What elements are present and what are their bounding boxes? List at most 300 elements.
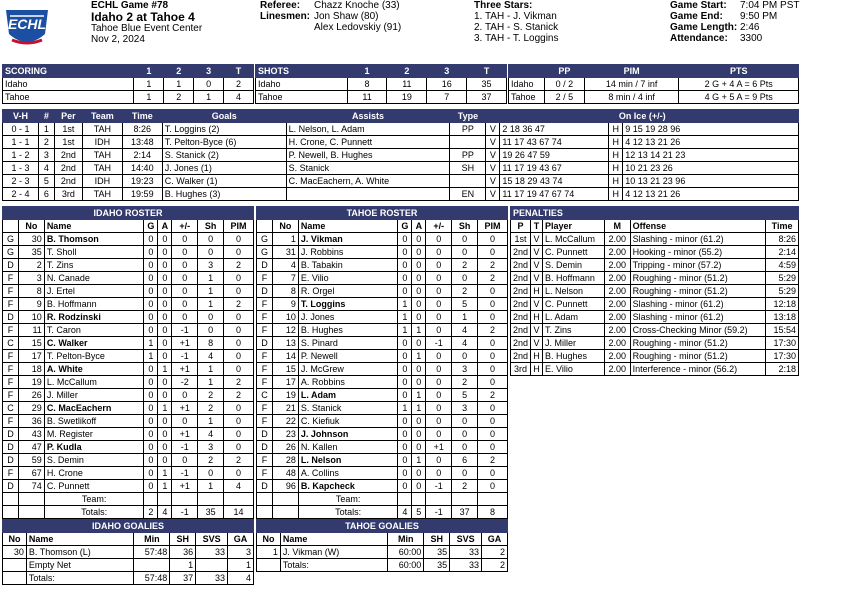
goal-period: 1st <box>54 123 82 136</box>
player-plus-minus: +1 <box>172 480 198 493</box>
player-shots: 3 <box>452 402 478 415</box>
visitor-label: V <box>486 188 500 201</box>
player-pim: 0 <box>478 480 508 493</box>
player-pim: 2 <box>224 298 254 311</box>
player-name: C. Kiefiuk <box>298 415 398 428</box>
cell <box>257 506 273 519</box>
penalty-player: L. McCallum <box>543 233 605 246</box>
player-goals: 0 <box>398 246 412 259</box>
player-number: 26 <box>272 441 298 454</box>
player-number: 9 <box>18 298 44 311</box>
penalty-row <box>511 363 799 376</box>
shots-col: 2 <box>387 65 427 78</box>
player-plus-minus: 0 <box>426 363 452 376</box>
goal-time: 2:14 <box>122 149 162 162</box>
player-shots: 0 <box>198 311 224 324</box>
player-position: F <box>257 363 273 376</box>
penalty-offense: Roughing - minor (51.2) <box>630 272 765 285</box>
echl-logo <box>2 2 52 52</box>
player-shots: 1 <box>198 415 224 428</box>
player-number: 9 <box>272 298 298 311</box>
player-number: 31 <box>272 246 298 259</box>
totals-label: Totals: <box>280 559 387 572</box>
col-svs: SVS <box>450 533 482 546</box>
player-shots: 1 <box>198 285 224 298</box>
roster-row <box>3 285 254 298</box>
player-pim: 0 <box>224 233 254 246</box>
player-name: B. Swetlikoff <box>44 415 144 428</box>
roster-row <box>257 376 508 389</box>
roster-row <box>257 363 508 376</box>
player-pim: 0 <box>224 467 254 480</box>
player-pim: 0 <box>224 272 254 285</box>
col-g: G <box>144 220 158 233</box>
player-name: N. Canade <box>44 272 144 285</box>
penalty-row <box>511 350 799 363</box>
col-a: A <box>412 220 426 233</box>
player-name: B. Tabakin <box>298 259 398 272</box>
goal-period: 2nd <box>54 149 82 162</box>
total-shots: 35 <box>424 559 450 572</box>
player-pim: 2 <box>478 272 508 285</box>
roster-row <box>3 454 254 467</box>
player-assists: 0 <box>412 246 426 259</box>
roster-row <box>257 467 508 480</box>
player-shots: 8 <box>198 337 224 350</box>
goal-team: TAH <box>82 149 122 162</box>
player-assists: 0 <box>158 389 172 402</box>
scoring-col: 1 <box>134 65 164 78</box>
goalie-goals-against: 1 <box>228 559 254 572</box>
player-assists: 0 <box>158 415 172 428</box>
goalie-number: 30 <box>3 546 27 559</box>
player-plus-minus: 0 <box>172 285 198 298</box>
penalty-row <box>511 298 799 311</box>
home-label: H <box>609 136 623 149</box>
goal-time: 14:40 <box>122 162 162 175</box>
penalty-period: 2nd <box>511 246 531 259</box>
player-plus-minus: 0 <box>426 233 452 246</box>
player-position: F <box>257 298 273 311</box>
player-pim: 0 <box>224 285 254 298</box>
player-name: E. Vilio <box>298 272 398 285</box>
roster-row <box>3 324 254 337</box>
player-position: F <box>3 285 19 298</box>
pp-value: 0 / 2 <box>544 78 584 91</box>
roster-row <box>3 415 254 428</box>
player-pim: 2 <box>478 324 508 337</box>
penalty-period: 2nd <box>511 272 531 285</box>
pim-value: 8 min / 4 inf <box>584 91 679 104</box>
penalty-period: 2nd <box>511 337 531 350</box>
goalie-minutes: 57:48 <box>134 546 170 559</box>
player-shots: 4 <box>452 324 478 337</box>
goal-scorer: B. Hughes (3) <box>162 188 286 201</box>
player-name: S. Demin <box>44 454 144 467</box>
player-goals: 0 <box>144 415 158 428</box>
tahoe-roster-table <box>256 206 508 519</box>
cell: 1 <box>164 78 194 91</box>
roster-row <box>257 298 508 311</box>
home-label: H <box>609 162 623 175</box>
cell <box>172 493 198 506</box>
penalty-team: H <box>531 285 543 298</box>
player-goals: 0 <box>398 363 412 376</box>
penalty-time: 2:18 <box>766 363 799 376</box>
goalie-saves: 33 <box>196 546 228 559</box>
player-assists: 1 <box>158 467 172 480</box>
goalie-saves <box>196 559 228 572</box>
player-goals: 1 <box>398 324 412 337</box>
team-label: Team: <box>298 493 398 506</box>
player-goals: 0 <box>398 467 412 480</box>
col-name: Name <box>280 533 387 546</box>
goal-row <box>3 123 799 136</box>
player-goals: 0 <box>144 298 158 311</box>
player-assists: 0 <box>158 298 172 311</box>
cell: 8 <box>347 78 387 91</box>
penalty-minutes: 2.00 <box>604 298 630 311</box>
goalie-goals-against: 3 <box>228 546 254 559</box>
goal-time: 8:26 <box>122 123 162 136</box>
player-pim: 0 <box>478 350 508 363</box>
end-label: Game End: <box>670 11 723 22</box>
player-number: 14 <box>272 350 298 363</box>
player-goals: 1 <box>398 298 412 311</box>
goal-row <box>3 175 799 188</box>
player-plus-minus: 0 <box>426 389 452 402</box>
penalty-player: B. Hoffmann <box>543 272 605 285</box>
col-svs: SVS <box>196 533 228 546</box>
player-plus-minus: -1 <box>172 441 198 454</box>
player-name: J. Miller <box>44 389 144 402</box>
player-pim: 0 <box>478 363 508 376</box>
player-position: G <box>3 246 19 259</box>
player-position: F <box>3 272 19 285</box>
player-position: D <box>257 259 273 272</box>
goals-col-team: Team <box>82 110 122 123</box>
player-plus-minus: -1 <box>426 480 452 493</box>
player-assists: 0 <box>412 311 426 324</box>
player-position: F <box>257 467 273 480</box>
visitor-on-ice: 11 17 19 47 67 74 <box>500 188 609 201</box>
col-no: No <box>257 533 281 546</box>
player-pim: 0 <box>224 246 254 259</box>
goal-time: 19:23 <box>122 175 162 188</box>
player-pim: 0 <box>224 324 254 337</box>
roster-row <box>3 337 254 350</box>
player-name: B. Kapcheck <box>298 480 398 493</box>
penalty-offense: Hooking - minor (55.2) <box>630 246 765 259</box>
penalty-player: E. Vilio <box>543 363 605 376</box>
player-number: 3 <box>18 272 44 285</box>
goal-score: 0 - 1 <box>3 123 39 136</box>
penalty-time: 5:29 <box>766 285 799 298</box>
home-on-ice: 4 12 13 21 26 <box>623 136 799 149</box>
player-plus-minus: +1 <box>172 363 198 376</box>
player-shots: 1 <box>452 311 478 324</box>
star-2: 2. TAH - S. Stanick <box>474 22 559 33</box>
player-shots: 1 <box>198 376 224 389</box>
roster-row <box>3 272 254 285</box>
player-assists: 0 <box>412 259 426 272</box>
player-shots: 4 <box>452 337 478 350</box>
player-position: F <box>3 467 19 480</box>
player-number: 11 <box>18 324 44 337</box>
home-label: H <box>609 175 623 188</box>
player-shots: 0 <box>452 415 478 428</box>
cell <box>257 559 281 572</box>
player-plus-minus: -2 <box>172 376 198 389</box>
player-shots: 1 <box>198 272 224 285</box>
goal-period: 3rd <box>54 188 82 201</box>
player-shots: 4 <box>198 350 224 363</box>
player-name: T. Sholl <box>44 246 144 259</box>
pim-value: 14 min / 7 inf <box>584 78 679 91</box>
player-shots: 0 <box>452 233 478 246</box>
penalties-title: PENALTIES <box>511 207 799 220</box>
visitor-on-ice: 15 18 29 43 74 <box>500 175 609 188</box>
player-position: C <box>3 337 19 350</box>
player-pim: 2 <box>478 389 508 402</box>
penalty-offense: Cross-Checking Minor (59.2) <box>630 324 765 337</box>
penalty-row <box>511 259 799 272</box>
player-plus-minus: -1 <box>426 337 452 350</box>
player-position: D <box>3 454 19 467</box>
player-number: 36 <box>18 415 44 428</box>
penalty-minutes: 2.00 <box>604 272 630 285</box>
player-shots: 1 <box>198 298 224 311</box>
player-name: J. Ertel <box>44 285 144 298</box>
player-name: T. Zins <box>44 259 144 272</box>
player-pim: 0 <box>478 415 508 428</box>
goalie-number: 1 <box>257 546 281 559</box>
cell: 1 <box>194 91 224 104</box>
player-name: H. Crone <box>44 467 144 480</box>
player-position: F <box>3 324 19 337</box>
penalty-time: 8:26 <box>766 233 799 246</box>
cell <box>3 506 19 519</box>
player-assists: 0 <box>158 337 172 350</box>
penalty-period: 2nd <box>511 298 531 311</box>
player-number: 59 <box>18 454 44 467</box>
player-name: L. Adam <box>298 389 398 402</box>
tahoe-goalies-table <box>256 519 508 572</box>
team-name: Tahoe <box>509 91 545 104</box>
cell: 1 <box>134 91 164 104</box>
goal-scorer: T. Loggins (2) <box>162 123 286 136</box>
col-name: Name <box>298 220 398 233</box>
player-assists: 0 <box>158 259 172 272</box>
player-number: 74 <box>18 480 44 493</box>
player-goals: 1 <box>398 311 412 324</box>
team-label: Team: <box>44 493 144 506</box>
player-plus-minus: +1 <box>172 402 198 415</box>
home-on-ice: 10 21 23 26 <box>623 162 799 175</box>
cell <box>412 493 426 506</box>
player-pim: 0 <box>224 402 254 415</box>
player-position: D <box>257 285 273 298</box>
player-position: F <box>257 454 273 467</box>
col-no: No <box>3 533 27 546</box>
venue: Tahoe Blue Event Center <box>91 23 203 34</box>
player-plus-minus: 0 <box>172 415 198 428</box>
col-pm: +/- <box>426 220 452 233</box>
player-position: F <box>257 415 273 428</box>
goal-assists: C. MacEachern, A. White <box>286 175 450 188</box>
roster-row <box>3 480 254 493</box>
roster-row <box>257 324 508 337</box>
roster-row <box>3 298 254 311</box>
goalie-name: B. Thomson (L) <box>26 546 133 559</box>
penalty-team: V <box>531 324 543 337</box>
cell: 11 <box>347 91 387 104</box>
cell <box>478 493 508 506</box>
player-pim: 0 <box>224 363 254 376</box>
player-assists: 1 <box>158 480 172 493</box>
player-goals: 0 <box>398 441 412 454</box>
penalty-player: C. Punnett <box>543 246 605 259</box>
scoring-col: T <box>224 65 254 78</box>
player-number: 19 <box>272 389 298 402</box>
player-pim: 0 <box>224 350 254 363</box>
team-name: Idaho <box>3 78 134 91</box>
penalty-period: 2nd <box>511 311 531 324</box>
player-assists: 0 <box>158 233 172 246</box>
player-position: D <box>3 428 19 441</box>
team-name: Idaho <box>509 78 545 91</box>
matchup: Idaho 2 at Tahoe 4 <box>91 10 195 24</box>
player-number: 29 <box>18 402 44 415</box>
player-pim: 0 <box>478 337 508 350</box>
player-number: 43 <box>18 428 44 441</box>
col-sh: Sh <box>452 220 478 233</box>
visitor-on-ice: 11 17 19 43 67 <box>500 162 609 175</box>
cell: 4 <box>224 91 254 104</box>
player-plus-minus: 0 <box>426 350 452 363</box>
player-goals: 0 <box>398 350 412 363</box>
player-plus-minus: 0 <box>426 415 452 428</box>
home-on-ice: 12 13 14 21 23 <box>623 149 799 162</box>
player-pim: 0 <box>478 467 508 480</box>
cell <box>3 572 27 585</box>
player-name: R. Orgel <box>298 285 398 298</box>
goalie-name: Empty Net <box>26 559 133 572</box>
roster-row <box>257 402 508 415</box>
player-assists: 1 <box>412 350 426 363</box>
player-number: 15 <box>18 337 44 350</box>
cell <box>452 493 478 506</box>
player-goals: 0 <box>398 415 412 428</box>
player-goals: 0 <box>144 402 158 415</box>
goal-score: 1 - 2 <box>3 149 39 162</box>
goal-period: 1st <box>54 136 82 149</box>
visitor-on-ice: 2 18 36 47 <box>500 123 609 136</box>
roster-row <box>3 376 254 389</box>
player-goals: 0 <box>144 324 158 337</box>
player-goals: 0 <box>144 428 158 441</box>
totals-row <box>257 506 508 519</box>
three-stars <box>474 0 559 44</box>
goal-type <box>450 175 486 188</box>
col-sh: Sh <box>198 220 224 233</box>
table-row <box>3 91 254 104</box>
star-1: 1. TAH - J. Vikman <box>474 11 557 22</box>
visitor-label: V <box>486 123 500 136</box>
player-position: G <box>3 233 19 246</box>
goal-type: PP <box>450 149 486 162</box>
star-3: 3. TAH - T. Loggins <box>474 33 559 44</box>
col-sh: SH <box>170 533 196 546</box>
table-row <box>256 91 507 104</box>
player-assists: 0 <box>158 246 172 259</box>
player-plus-minus: 0 <box>426 285 452 298</box>
goalie-number <box>3 559 27 572</box>
player-position: D <box>3 259 19 272</box>
player-number: 13 <box>272 337 298 350</box>
penalty-row <box>511 337 799 350</box>
goal-score: 1 - 3 <box>3 162 39 175</box>
home-label: H <box>609 188 623 201</box>
player-number: 19 <box>18 376 44 389</box>
player-shots: 0 <box>198 246 224 259</box>
player-goals: 0 <box>144 389 158 402</box>
roster-row <box>257 311 508 324</box>
player-assists: 1 <box>412 454 426 467</box>
player-goals: 0 <box>398 259 412 272</box>
player-pim: 2 <box>478 259 508 272</box>
player-assists: 1 <box>158 363 172 376</box>
roster-row <box>3 389 254 402</box>
player-goals: 0 <box>398 389 412 402</box>
player-name: J. Robbins <box>298 246 398 259</box>
goal-row <box>3 188 799 201</box>
penalty-player: B. Hughes <box>543 350 605 363</box>
roster-row <box>3 441 254 454</box>
goals-col-num: # <box>38 110 54 123</box>
goalie-row <box>257 546 508 559</box>
goalie-shots: 36 <box>170 546 196 559</box>
player-name: P. Kudla <box>44 441 144 454</box>
player-position: F <box>257 376 273 389</box>
roster-row <box>3 428 254 441</box>
goal-team: IDH <box>82 175 122 188</box>
goal-team: TAH <box>82 188 122 201</box>
goal-score: 2 - 4 <box>3 188 39 201</box>
visitor-label: V <box>486 136 500 149</box>
player-number: 12 <box>272 324 298 337</box>
roster-row <box>3 246 254 259</box>
total-saves: 33 <box>196 572 228 585</box>
penalty-row <box>511 324 799 337</box>
goals-col-onice: On Ice (+/-) <box>486 110 799 123</box>
visitor-label: V <box>486 175 500 188</box>
player-pim: 2 <box>224 376 254 389</box>
home-on-ice: 10 13 21 23 96 <box>623 175 799 188</box>
penalty-player: C. Punnett <box>543 298 605 311</box>
player-name: J. Vikman <box>298 233 398 246</box>
player-assists: 0 <box>412 428 426 441</box>
player-number: 47 <box>18 441 44 454</box>
penalty-minutes: 2.00 <box>604 233 630 246</box>
player-plus-minus: 0 <box>172 272 198 285</box>
player-position: D <box>3 441 19 454</box>
penalty-time: 17:30 <box>766 350 799 363</box>
player-assists: 1 <box>158 402 172 415</box>
col-player: Player <box>543 220 605 233</box>
player-assists: 0 <box>412 480 426 493</box>
player-name: N. Kallen <box>298 441 398 454</box>
